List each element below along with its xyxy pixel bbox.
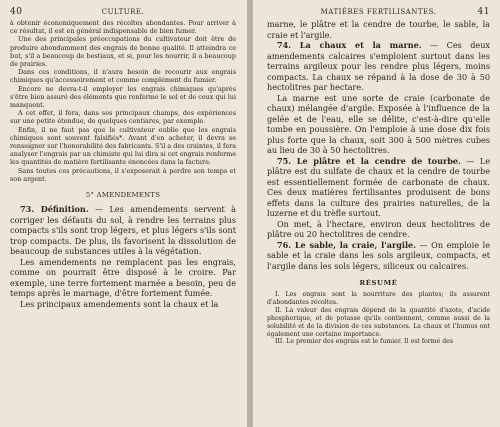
right-body-text xyxy=(267,19,490,271)
paragraph-75 xyxy=(267,156,490,219)
resume-list xyxy=(267,291,490,346)
paragraph-heading: 76. Le sable, la craie, l'argile. xyxy=(277,239,416,250)
paragraph-73 xyxy=(10,204,236,257)
paragraph-heading: 74. La chaux et la marne. xyxy=(277,40,422,50)
right-page-number: 41 xyxy=(477,7,490,17)
paragraph-heading: 75. Le plâtre et la cendre de tourbe. xyxy=(277,155,461,166)
paragraph-body: — Le plâtre est du sulfate de chaux et la cendre de tourbe est essentiellement formée de carbonate de chaux. Ces deux matières fertilisantes produisent de bons effets dans la culture des prairies naturelles, de la luzerne et du trèfle surtout. xyxy=(267,155,490,218)
paragraph: On met, à l'hectare, environ deux hectolitres de plâtre ou 20 hectolitres de cendre. xyxy=(267,218,490,239)
paragraph-body: — Les amendements servent à corriger les défauts du sol, à rendre les terrains plus compacts s'ils sont trop légers, et plus légers s'ils sont trop compacts. De plus, ils favorisent la dissolution de beaucoup de substances utiles à la végétation. xyxy=(10,204,236,257)
paragraph: Les principaux amendements sont la chaux et la xyxy=(20,298,219,309)
paragraph: Une des principales préoccupations du cultivateur doit être de produire abondamment des engrais de bonne qualité. Il atteindra ce but, s'il a beaucoup de bestiaux, et si, pour les nourrir, il a beaucoup de prairies. xyxy=(10,35,236,69)
right-running-head xyxy=(267,6,490,19)
resume-item: II. La valeur des engrais dépend de la quantité d'azote, d'acide phosphorique, et de potasse qu'ils contiennent, comme aussi de la solubilité et de la division de ces substances. La chaux et l'humus ont également une certaine importance. xyxy=(267,306,490,338)
right-page xyxy=(253,0,500,427)
resume-item: I. Les engrais sont la nourriture des plantes; ils assurent d'abondantes récoltes. xyxy=(267,291,490,306)
paragraph: Dans ces conditions, il n'aura besoin de recourir aux engrais chimiques qu'accessoirement et comme complément du fumier. xyxy=(10,68,236,85)
left-running-title: CULTURE. xyxy=(101,8,145,16)
paragraph-76 xyxy=(267,240,490,272)
right-running-title: MATIÈRES FERTILISANTES. xyxy=(320,8,437,16)
paragraph: Encore ne devra-t-il employer les engrais chimiques qu'après s'être bien assuré des éléments que renferme le sol et de ceux qui lui manquent. xyxy=(10,84,236,110)
paragraph: A cet effet, il fera, dans ses principaux champs, des expériences sur une petite étendue, de quelques centiares, par exemple. xyxy=(10,109,236,126)
resume-title: RÉSUMÉ xyxy=(359,279,398,287)
paragraph: Les amendements ne remplacent pas les engrais, comme on pourrait être disposé à le croire. Par exemple, une terre fortement marnée a besoin, peu de temps après le marnage, d'être fortement fumée. xyxy=(10,256,236,299)
paragraph-body: — Ces deux amendements calcaires s'emploient surtout dans les terrains argileux pour les rendre plus légers, moins compacts. La chaux se répand à la dose de 30 à 50 hectolitres par hectare. xyxy=(267,40,490,92)
paragraph-body: — On emploie le sable et la craie dans les sols argileux, compacts, et l'argile dans les sols légers, siliceux ou calcaires. xyxy=(267,239,490,271)
left-body-text xyxy=(10,204,236,309)
paragraph: Sans toutes ces précautions, il s'exposerait à perdre son temps et son argent. xyxy=(10,166,236,183)
resume-item: III. Le premier des engrais est le fumier. Il est formé des xyxy=(275,338,453,346)
paragraph-74 xyxy=(267,40,490,93)
paragraph: marne, le plâtre et la cendre de tourbe, le sable, la craie et l'argile. xyxy=(267,19,490,40)
paragraph: La marne est une sorte de craie (carbonate de chaux) mélangée d'argile. Exposée à l'influence de la gelée et de l'eau, elle se délite, c'est-à-dire qu'elle tombe en poussière. On l'emploie à une dose dix fois plus forte que la chaux, soit 300 à 500 mètres cubes au lieu de 30 à 50 hectolitres. xyxy=(267,92,490,155)
left-running-head xyxy=(10,6,236,19)
left-small-text xyxy=(10,19,236,183)
paragraph: Enfin, il ne faut pas que le cultivateur oublie que les engrais chimiques sont souvent falsifiés*. Avant d'en acheter, il devra se renseigner sur l'honorabilité des fabricants. S'il a des craintes, il fera analyser l'engrais par un chimiste qui lui dira si cet engrais renferme les quantités de matière fertilisante énoncées dans la facture. xyxy=(10,125,236,167)
paragraph-heading: 73. Définition. xyxy=(20,204,89,215)
left-page-number: 40 xyxy=(10,7,23,17)
left-page xyxy=(0,0,247,427)
section-title: 5° AMENDEMENTS xyxy=(85,191,161,200)
paragraph: à obtenir économiquement des récoltes abondantes. Pour arriver à ce résultat, il est en général indispensable de bien fumer. xyxy=(10,19,236,36)
